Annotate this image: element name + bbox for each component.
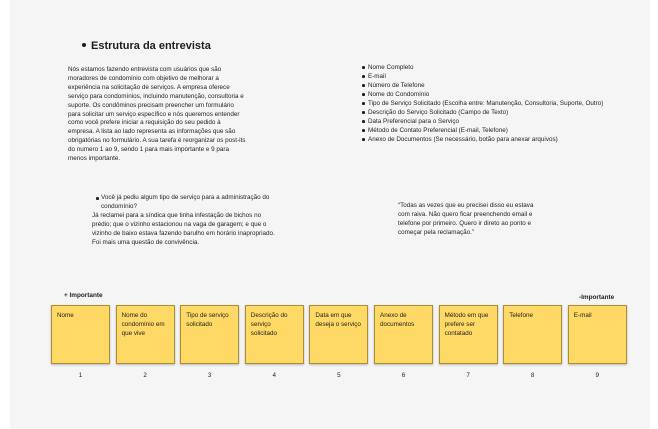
sticky-note[interactable]: Telefone [503, 305, 562, 364]
list-item: Número de Telefone [362, 81, 632, 90]
rank-number: 2 [143, 372, 147, 379]
list-item: Data Preferencial para o Serviço [362, 117, 632, 126]
required-fields-list [362, 63, 632, 144]
rank-number: 3 [207, 372, 212, 379]
sticky-note[interactable]: Data em que deseja o serviço [309, 305, 368, 364]
section-title-text: Estrutura da entrevista [91, 40, 211, 52]
interview-answer: Já reclamei para a síndica que tinha infestação de bichos no prédio; que o vizinho estacionou na vaga de garagem; e que o vizinho de baixo estava fazendo barulho em horário inapropriado. Foi mais uma questão de convivência. [92, 211, 275, 246]
list-item: Nome do Condomínio [362, 90, 632, 99]
sticky-note[interactable]: Método em que prefere ser contatado [439, 305, 498, 364]
list-item: Descrição do Serviço Solicitado (Campo de Texto) [362, 108, 632, 117]
rank-number: 6 [401, 372, 406, 379]
sticky-note[interactable]: E-mail [568, 305, 627, 364]
list-item: Nome Completo [362, 63, 632, 72]
section-title [82, 40, 211, 52]
sticky-note[interactable]: Tipo de serviço solicitado [180, 305, 239, 364]
interview-question-block [92, 194, 277, 247]
sticky-note[interactable]: Descrição do serviço solicitado [245, 305, 304, 364]
rank-number: 8 [530, 372, 535, 379]
user-quote: “Todas as vezes que eu precisei disso eu estava com raiva. Não quero ficar preenchendo email e telefone por primeiro. Quero ir direto ao ponto e começar pela reclamação.” [398, 202, 534, 236]
sticky-note[interactable]: Anexo de documentos [374, 305, 433, 364]
scale-most-important: + Importante [64, 292, 103, 299]
interview-question: Você já pediu algum tipo de serviço para a administração do condomínio? [92, 194, 277, 212]
list-item: E-mail [362, 72, 632, 81]
list-item: Anexo de Documentos (Se necessário, botão para anexar arquivos) [362, 135, 632, 144]
list-item: Método de Contato Preferencial (E-mail, Telefone) [362, 126, 632, 135]
ranking-numbers [51, 372, 627, 382]
rank-number: 5 [337, 372, 341, 379]
intro-text: Nós estamos fazendo entrevista com usuários que são moradores de condomínio com objetivo de melhorar a experiência na solicitação de serviços. A empresa oferece serviço para condomínios, incluindo manutenção, consultoria e suporte. Os condôminos precisam preencher um formulário para solicitar um serviço específico e nós queremos entender como você prefere iniciar a requisição do seu pedido à empresa. A lista ao lado representa as informações que são obrigatórias no formulário. A sua tarefa é reorganizar os post-its do numero 1 ao 9, sendo 1 para mais importante e 9 para menos importante. [68, 66, 246, 163]
sticky-note[interactable]: Nome [51, 305, 110, 364]
whiteboard-canvas [10, 0, 650, 429]
scale-least-important: -Importante [579, 294, 615, 301]
rank-number: 1 [78, 372, 83, 379]
rank-number: 9 [595, 372, 600, 379]
bullet-icon [82, 43, 86, 47]
rank-number: 4 [272, 372, 277, 379]
sticky-notes-row [51, 305, 627, 365]
list-item: Tipo de Serviço Solicitado (Escolha entre: Manutenção, Consultoria, Suporte, Outro) [362, 99, 632, 108]
sticky-note[interactable]: Nome do condomínio em que vive [116, 305, 175, 364]
rank-number: 7 [466, 372, 470, 379]
